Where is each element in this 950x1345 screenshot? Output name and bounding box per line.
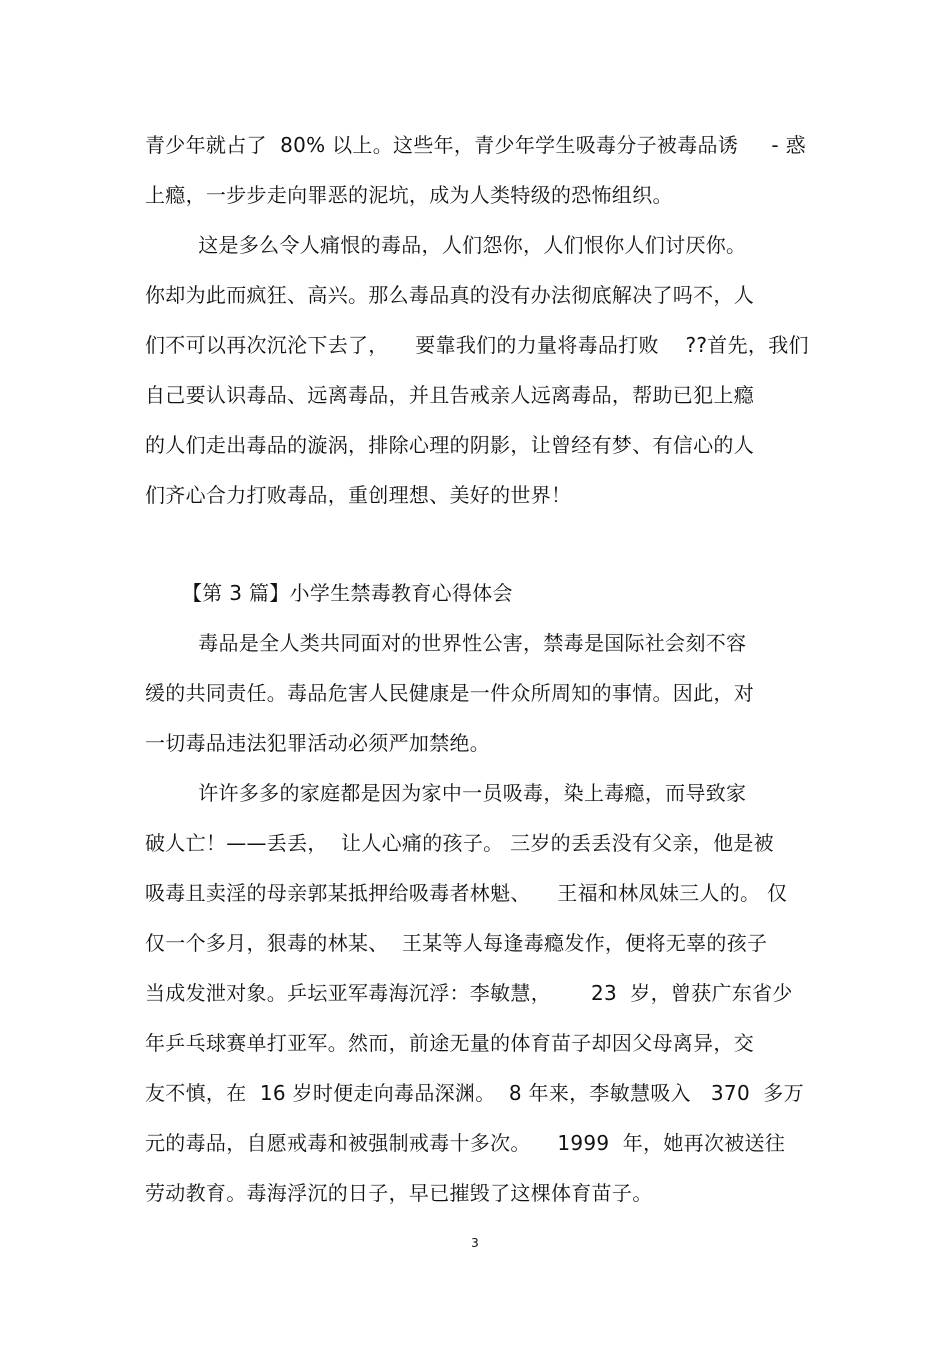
text-line: 一切毒品违法犯罪活动必须严加禁绝。 <box>145 731 491 755</box>
text-line: 劳动教育。毒海浮沉的日子，早已摧毁了这棵体育苗子。 <box>145 1181 653 1205</box>
text-line: 许许多多的家庭都是因为家中一员吸毒，染上毒瘾，而导致家 <box>145 781 747 805</box>
text-line: 你却为此而疯狂、高兴。那么毒品真的没有办法彻底解决了吗不，人 <box>145 283 754 307</box>
text-line: 元的毒品，自愿戒毒和被强制戒毒十多次。 1999 年，她再次被送往 <box>145 1131 786 1155</box>
text-line: 破人亡！——丢丢， 让人心痛的孩子。 三岁的丢丢没有父亲，他是被 <box>145 831 774 855</box>
text-line: 年乒乓球赛单打亚军。然而，前途无量的体育苗子却因父母离异，交 <box>145 1031 754 1055</box>
page-number: 3 <box>471 1236 479 1250</box>
section-heading: 【第 3 篇】小学生禁毒教育心得体会 <box>182 581 513 605</box>
text-line: 仅一个多月，狠毒的林某、 王某等人每逢毒瘾发作，便将无辜的孩子 <box>145 931 768 955</box>
text-line: 们齐心合力打败毒品，重创理想、美好的世界！ <box>145 483 572 507</box>
text-line: 们不可以再次沉沦下去了， 要靠我们的力量将毒品打败 ??首先，我们 <box>145 333 809 357</box>
text-line: 缓的共同责任。毒品危害人民健康是一件众所周知的事情。因此，对 <box>145 681 754 705</box>
text-line: 的人们走出毒品的漩涡，排除心理的阴影，让曾经有梦、有信心的人 <box>145 433 754 457</box>
text-line: 上瘾，一步步走向罪恶的泥坑，成为人类特级的恐怖组织。 <box>145 183 673 207</box>
text-line: 友不慎，在 16 岁时便走向毒品深渊。 8 年来，李敏慧吸入 370 多万 <box>145 1081 804 1105</box>
text-line: 毒品是全人类共同面对的世界性公害，禁毒是国际社会刻不容 <box>145 631 747 655</box>
text-line: 这是多么令人痛恨的毒品，人们怨你，人们恨你人们讨厌你。 <box>145 233 747 257</box>
text-line: 吸毒且卖淫的母亲郭某抵押给吸毒者林魁、 王福和林凤妹三人的。 仅 <box>145 881 788 905</box>
text-line: 当成发泄对象。乒坛亚军毒海沉浮：李敏慧， 23 岁，曾获广东省少 <box>145 981 793 1005</box>
text-line: 青少年就占了 80% 以上。这些年，青少年学生吸毒分子被毒品诱 - 惑 <box>145 133 806 157</box>
text-line: 自己要认识毒品、远离毒品，并且告戒亲人远离毒品，帮助已犯上瘾 <box>145 383 754 407</box>
